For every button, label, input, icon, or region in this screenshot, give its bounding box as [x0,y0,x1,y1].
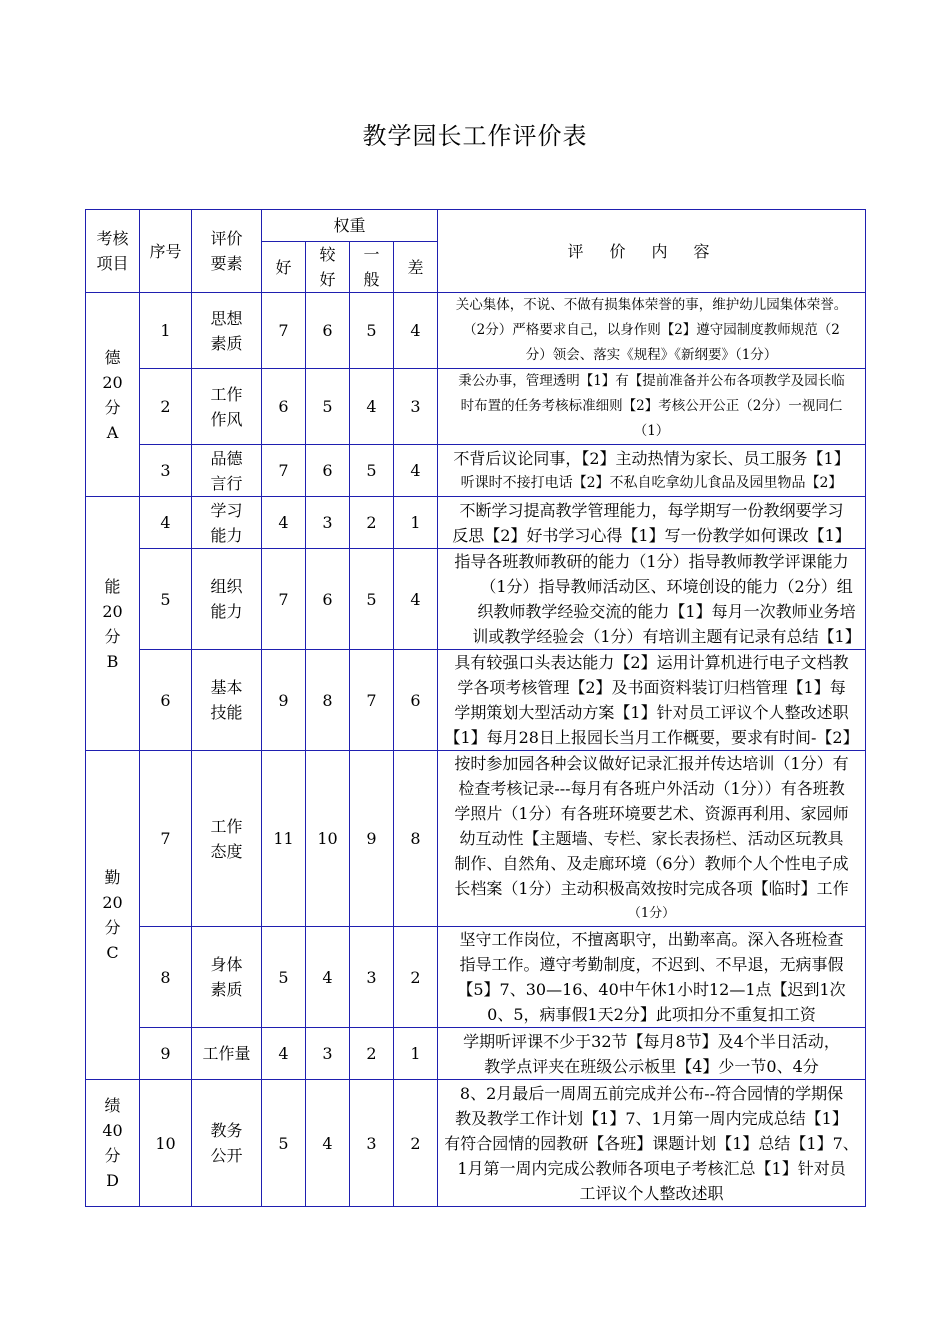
weight-average: 2 [350,497,394,549]
weight-poor: 4 [394,549,438,650]
row-content: 具有较强口头表达能力【2】运用计算机进行电子文档教 学各项考核管理【2】及书面资料装订归档管理【1】每 学期策划大型活动方案【1】针对员工评议个人整改述职 【1】每月28日上报园长当月工作概要，要求有时间-【2】 [438,650,866,751]
header-level-fairly-good: 较 好 [306,242,350,293]
table-row [86,751,866,927]
table-row [86,293,866,369]
weight-average: 5 [350,445,394,497]
row-content: 秉公办事，管理透明【1】有【提前准备并公布各项教学及园长临 时布置的任务考核标准细则【2】考核公开公正（2分）一视同仁 （1） [438,369,866,445]
row-element: 组织 能力 [192,549,262,650]
header-category: 考核 项目 [86,210,140,293]
weight-good: 4 [262,1028,306,1080]
weight-poor: 4 [394,445,438,497]
table-row [86,1028,866,1080]
table-row [86,445,866,497]
weight-average: 4 [350,369,394,445]
group-label-c: 勤 20 分 C [86,751,140,1080]
group-label-a: 德 20 分 A [86,293,140,497]
row-number: 10 [140,1080,192,1207]
row-number: 6 [140,650,192,751]
weight-good: 7 [262,445,306,497]
table-row [86,650,866,751]
row-element: 学习 能力 [192,497,262,549]
header-weight: 权重 [262,210,438,242]
row-content: 不断学习提高教学管理能力，每学期写一份教纲要学习 反思【2】好书学习心得【1】写一份教学如何课改【1】 [438,497,866,549]
row-element: 品德 言行 [192,445,262,497]
weight-good: 4 [262,497,306,549]
weight-fairly-good: 8 [306,650,350,751]
header-number: 序号 [140,210,192,293]
row-number: 5 [140,549,192,650]
table-row [86,369,866,445]
header-element: 评价 要素 [192,210,262,293]
weight-fairly-good: 3 [306,1028,350,1080]
weight-good: 5 [262,1080,306,1207]
header-level-poor: 差 [394,242,438,293]
weight-poor: 1 [394,1028,438,1080]
evaluation-table [85,209,866,1207]
header-level-average: 一 般 [350,242,394,293]
weight-good: 11 [262,751,306,927]
row-number: 2 [140,369,192,445]
weight-fairly-good: 4 [306,927,350,1028]
row-content: 坚守工作岗位，不擅离职守，出勤率高。深入各班检查 指导工作。遵守考勤制度，不迟到、不早退，无病事假 【5】7、30—16、40中午休1小时12—1点【迟到1次 0、5，病事假1天2分】此项扣分不重复扣工资 [438,927,866,1028]
row-content: 8、2月最后一周周五前完成并公布--符合园情的学期保 教及教学工作计划【1】7、1月第一周内完成总结【1】 有符合园情的园教研【各班】课题计划【1】总结【1】7、 1月第一周内完成公教师各项电子考核汇总【1】针对员 工评议个人整改述职 [438,1080,866,1207]
weight-average: 7 [350,650,394,751]
row-element: 思想 素质 [192,293,262,369]
row-element: 教务 公开 [192,1080,262,1207]
row-element: 身体 素质 [192,927,262,1028]
row-content: 按时参加园各种会议做好记录汇报并传达培训（1分）有 检查考核记录---每月有各班户外活动（1分））有各班教 学照片（1分）有各班环境要艺术、资源再利用、家园师 幼互动性【主题墙、专栏、家长表扬栏、活动区玩教具 制作、自然角、及走廊环境（6分）教师个人个性电子成 长档案（1分）主动积极高效按时完成各项【临时】工作 （1分） [438,751,866,927]
weight-fairly-good: 3 [306,497,350,549]
row-number: 4 [140,497,192,549]
row-element: 工作 态度 [192,751,262,927]
row-number: 7 [140,751,192,927]
row-content: 学期听评课不少于32节【每月8节】及4个半日活动， 教学点评夹在班级公示板里【4】少一节0、4分 [438,1028,866,1080]
row-number: 1 [140,293,192,369]
weight-average: 5 [350,293,394,369]
weight-average: 3 [350,1080,394,1207]
weight-good: 6 [262,369,306,445]
weight-fairly-good: 6 [306,549,350,650]
weight-poor: 2 [394,927,438,1028]
weight-good: 7 [262,549,306,650]
weight-good: 7 [262,293,306,369]
weight-poor: 2 [394,1080,438,1207]
table-row [86,927,866,1028]
weight-average: 9 [350,751,394,927]
weight-good: 9 [262,650,306,751]
weight-poor: 1 [394,497,438,549]
weight-poor: 6 [394,650,438,751]
row-content: 指导各班教师教研的能力（1分）指导教师教学评课能力 （1分）指导教师活动区、环境创设的能力（2分）组 织教师教学经验交流的能力【1】每月一次教师业务培 训或教学经验会（1分）有培训主题有记录有总结【1】 [438,549,866,650]
row-content: 不背后议论同事，【2】主动热情为家长、员工服务【1】 听课时不接打电话【2】不私自吃拿幼儿食品及园里物品【2】 [438,445,866,497]
table-row [86,497,866,549]
row-number: 8 [140,927,192,1028]
weight-fairly-good: 4 [306,1080,350,1207]
weight-fairly-good: 6 [306,293,350,369]
weight-average: 5 [350,549,394,650]
weight-average: 3 [350,927,394,1028]
row-content: 关心集体，不说、不做有损集体荣誉的事，维护幼儿园集体荣誉。 （2分）严格要求自己，以身作则【2】遵守园制度教师规范（2 分）领会、落实《规程》《新纲要》（1分） [438,293,866,369]
row-number: 3 [140,445,192,497]
weight-fairly-good: 6 [306,445,350,497]
row-element: 基本 技能 [192,650,262,751]
weight-fairly-good: 5 [306,369,350,445]
weight-fairly-good: 10 [306,751,350,927]
group-label-b: 能 20 分 B [86,497,140,751]
weight-good: 5 [262,927,306,1028]
table-row [86,549,866,650]
row-number: 9 [140,1028,192,1080]
weight-poor: 3 [394,369,438,445]
header-content: 评价内容 [438,210,866,293]
group-label-d: 绩 40 分 D [86,1080,140,1207]
row-element: 工作 作风 [192,369,262,445]
weight-average: 2 [350,1028,394,1080]
table-row [86,1080,866,1207]
row-element: 工作量 [192,1028,262,1080]
weight-poor: 8 [394,751,438,927]
page-title: 教学园长工作评价表 [362,122,588,150]
weight-poor: 4 [394,293,438,369]
header-level-good: 好 [262,242,306,293]
